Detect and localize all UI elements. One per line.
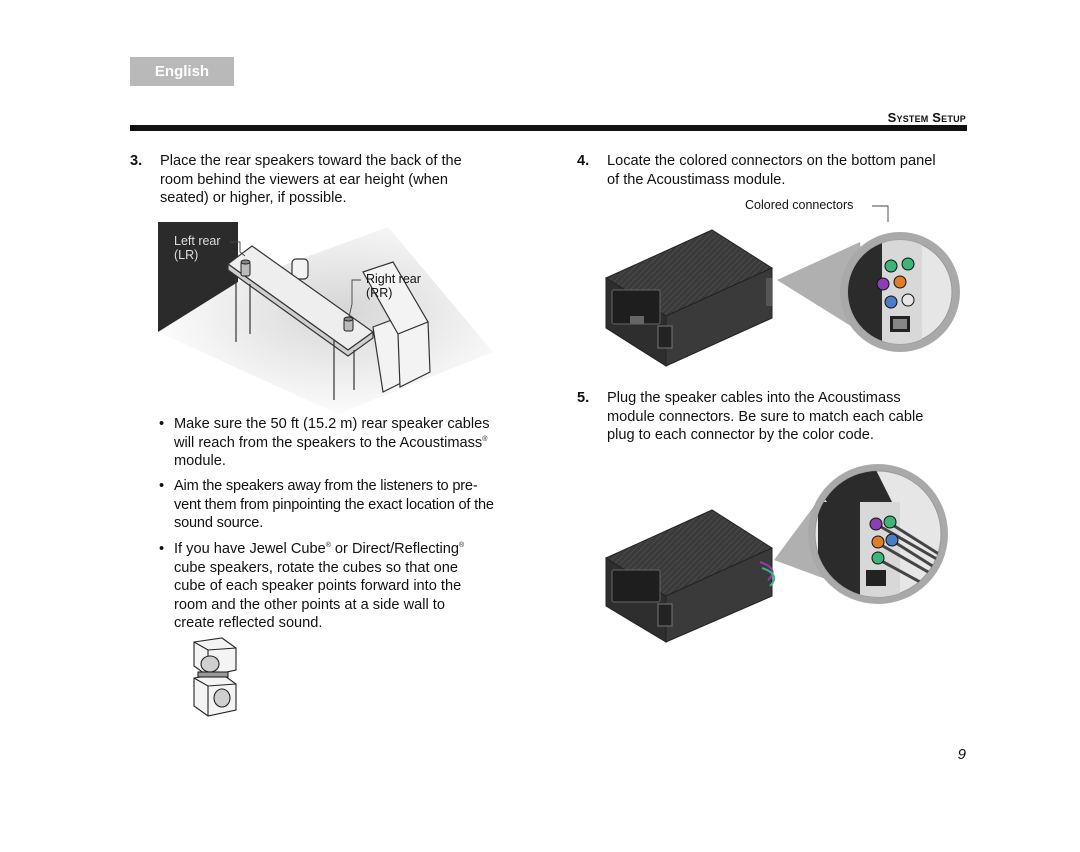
step-3 [130, 152, 530, 212]
page-number: 9 [957, 746, 966, 763]
label-line: Left rear [174, 234, 221, 248]
bullet-line: Make sure the 50 ft (15.2 m) rear speaker cables [174, 416, 490, 432]
step-line: Locate the colored connectors on the bottom panel [607, 153, 936, 169]
step-number: 3. [130, 153, 143, 169]
step-line: Place the rear speakers toward the back of the [160, 153, 462, 169]
step-number: 4. [577, 153, 590, 169]
room-illustration [158, 222, 498, 414]
right-rear-speaker [344, 317, 353, 331]
label-line: (LR) [174, 248, 199, 262]
bullet-line: create reflected sound. [174, 615, 323, 631]
label-line: Right rear [366, 272, 421, 286]
step-text [607, 152, 936, 189]
bullet-text [174, 415, 490, 471]
bullet-line: cube speakers, rotate the cubes so that one [174, 559, 458, 576]
step-text [160, 152, 462, 208]
bullet-aim-speakers [159, 477, 539, 535]
step-line: plug to each connector by the color code. [607, 427, 874, 443]
label-line: (RR) [366, 286, 393, 300]
step-line: of the Acoustimass module. [607, 171, 786, 188]
step-number: 5. [577, 390, 590, 406]
bullet-jewel-cube [159, 540, 539, 635]
text-run: will reach from the speakers to the Acoustimass [174, 434, 483, 451]
bullet-line: vent them from pinpointing the exact location of the [174, 496, 494, 513]
step-4 [577, 152, 977, 192]
acoustimass-cables-drawing [602, 462, 962, 644]
cube-speaker-drawing [188, 636, 244, 720]
bullet-dot: • [159, 541, 165, 557]
step-5 [577, 389, 977, 449]
bullet-line: module. [174, 453, 226, 469]
text-run: or Direct/Reflecting [330, 541, 460, 557]
left-rear-label [174, 234, 221, 262]
registered-mark: ® [325, 542, 331, 550]
step-line: Plug the speaker cables into the Acoustimass [607, 390, 901, 406]
right-rear-label [366, 272, 421, 300]
bullet-dot: • [159, 478, 165, 494]
colored-connectors-label: Colored connectors [745, 198, 854, 212]
bullet-line: cube of each speaker points forward into the [174, 578, 462, 594]
language-tab[interactable]: English [130, 57, 234, 86]
registered-mark: ® [459, 542, 465, 550]
step-line: module connectors. Be sure to match each cable [607, 408, 924, 425]
module-box [606, 510, 774, 642]
bullet-line: sound source. [174, 515, 264, 531]
left-rear-speaker [241, 260, 250, 276]
bullet-line [174, 540, 464, 559]
jewel-cube-illustration [188, 636, 244, 720]
module-box [606, 230, 772, 366]
section-title: System Setup [887, 110, 966, 125]
acoustimass-module-drawing [602, 198, 964, 378]
bullet-line [174, 434, 490, 453]
text-run: If you have Jewel Cube [174, 541, 326, 557]
bullet-dot: • [159, 416, 165, 432]
bullet-text [174, 540, 464, 633]
bullet-line: Aim the speakers away from the listeners to pre- [174, 478, 478, 494]
step-line: seated) or higher, if possible. [160, 190, 347, 206]
step-text [607, 389, 923, 445]
bullet-line: room and the other points at a side wall to [174, 596, 445, 613]
bullet-cable-length [159, 415, 539, 473]
bullet-text [174, 477, 494, 533]
registered-mark: ® [482, 435, 488, 443]
module-illustration-connectors [602, 198, 964, 378]
module-illustration-cables [602, 462, 962, 644]
step-line: room behind the viewers at ear height (when [160, 171, 448, 188]
header-rule [130, 125, 967, 131]
